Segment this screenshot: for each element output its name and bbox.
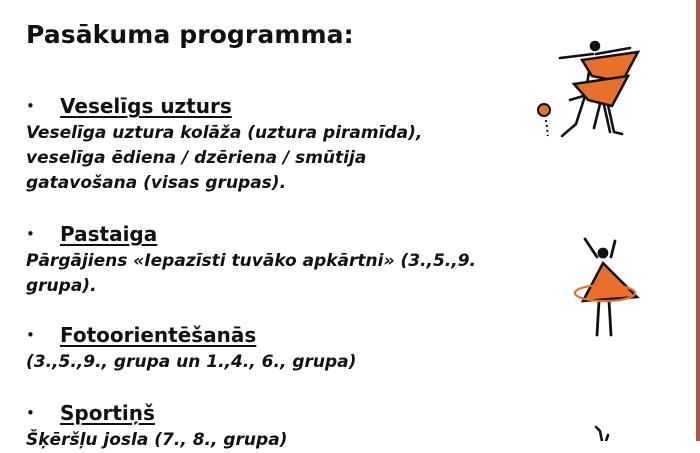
section-heading: [26, 400, 526, 426]
section-walk: [26, 221, 526, 299]
section-heading: [26, 221, 526, 247]
bullet: •: [26, 225, 35, 243]
heading-text: Pastaiga: [60, 222, 158, 246]
description-line: grupa).: [26, 276, 97, 296]
bullet: •: [26, 97, 35, 115]
description-line: (3.,5.,9., grupa un 1.,4., 6., grupa): [26, 352, 357, 372]
section-heading: [26, 93, 526, 119]
heading-text: Fotoorientēšanās: [60, 323, 257, 347]
heading-text: Sportiņš: [60, 401, 155, 425]
description-line: Šķēršļu josla (7., 8., grupa): [26, 430, 288, 450]
page-edge-accent: [696, 0, 700, 441]
basketball-figures-icon: [530, 36, 650, 146]
description-line: Pārgājiens «Iepazīsti tuvāko apkārtni» (3.,5.,9.: [26, 251, 476, 271]
section-healthy-food: [26, 93, 526, 196]
description-line: gatavošana (visas grupas).: [26, 173, 287, 193]
partial-figure-icon: [580, 425, 620, 441]
section-description: [26, 249, 526, 299]
section-description: [26, 121, 526, 196]
hula-hoop-figure-icon: [565, 235, 645, 345]
description-line: veselīga ēdiena / dzēriena / smūtija: [26, 148, 367, 168]
section-sport: [26, 400, 526, 453]
heading-text: Veselīgs uzturs: [60, 94, 232, 118]
section-heading: [26, 322, 526, 348]
bullet: •: [26, 326, 35, 344]
description-line: Veselīga uztura kolāža (uztura piramīda),: [26, 123, 423, 143]
page-title: Pasākuma programma:: [26, 20, 354, 49]
bullet: •: [26, 404, 35, 422]
section-photo-orienteering: [26, 322, 526, 375]
section-description: [26, 350, 526, 375]
